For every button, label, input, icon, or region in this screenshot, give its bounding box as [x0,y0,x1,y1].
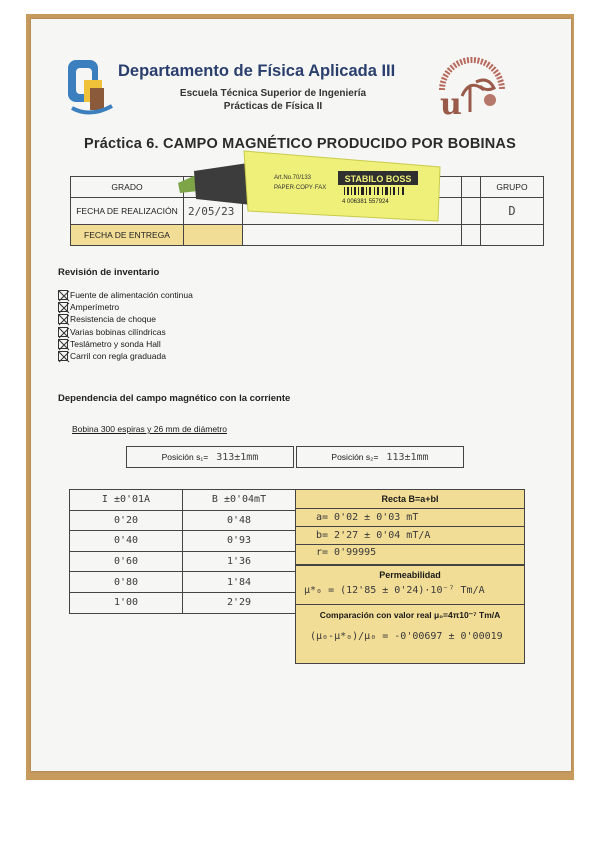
inventory-item: Teslámetro y sonda Hall [58,338,193,350]
grupo-label: GRUPO [481,177,544,198]
page-title: Práctica 6. CAMPO MAGNÉTICO PRODUCIDO POR BOBINAS [84,136,516,152]
checkbox-checked[interactable] [58,327,68,337]
recta-title: Recta B=a+bI [381,494,439,504]
fecha-realizacion-label: FECHA DE REALIZACIÓN [71,198,184,225]
inventory-item: Varias bobinas cilíndricas [58,326,193,338]
bobina-label: Bobina 300 espiras y 26 mm de diámetro [72,424,227,434]
department-name: Departamento de Física Aplicada III [118,62,396,80]
marker-barcode-number: 4 006381 557924 [342,199,389,205]
comparacion-value: (μ₀-μ*₀)/μ₀ = -0'00697 ± 0'00019 [310,631,503,642]
marker-art: Art.No.70/133 [274,175,312,181]
recta-box [295,489,525,565]
position-1-label: Posición s₁= [161,452,209,462]
highlighter-marker [178,145,443,225]
inventory-title: Revisión de inventario [58,267,160,278]
recta-r: r= 0'99995 [296,544,524,561]
permeabilidad-title: Permeabilidad [379,570,441,580]
checkbox-checked[interactable] [58,339,68,349]
grupo-value: D [481,198,544,225]
permeabilidad-box [295,565,525,605]
inventory-item: Carril con regla graduada [58,350,193,362]
table-row: 0'80 1'84 [70,572,296,593]
dependence-title: Dependencia del campo magnético con la corriente [58,393,291,404]
checkbox-checked[interactable] [58,290,68,300]
inventory-item: Fuente de alimentación continua [58,289,193,301]
table-row: 0'20 0'48 [70,510,296,531]
school-info [118,87,428,113]
grado-label: GRADO [71,177,184,198]
table-row: 0'60 1'36 [70,551,296,572]
position-1-value: 313±1mm [216,451,259,463]
checkbox-checked[interactable] [58,351,68,361]
permeabilidad-value: μ*₀ = (12'85 ± 0'24)·10⁻⁷ Tm/A [304,585,485,596]
header-field: B ±0'04mT [183,490,296,511]
university-seal-icon [432,56,512,120]
header-current: I ±0'01A [70,490,183,511]
table-row: 1'00 2'29 [70,592,296,613]
fecha-realizacion-value: 2/05/23 [184,198,243,225]
course-name: Prácticas de Física II [223,101,323,112]
checkbox-checked[interactable] [58,302,68,312]
recta-a: a= 0'02 ± 0'03 mT [296,508,524,526]
school-logo-icon [68,60,114,116]
inventory-item: Resistencia de choque [58,313,193,325]
fecha-entrega-label: FECHA DE ENTREGA [71,225,184,246]
checkbox-checked[interactable] [58,314,68,324]
inventory-list [58,289,193,362]
table-row: 0'40 0'93 [70,531,296,552]
marker-brand: STABILO BOSS [344,174,412,184]
position-2-box [296,446,464,468]
comparacion-title: Comparación con valor real μ₀=4π10⁻⁷ Tm/A [319,610,501,620]
inventory-item: Amperímetro [58,301,193,313]
marker-paper: PAPER·COPY·FAX [274,185,327,191]
measurement-table [69,489,296,614]
school-name: Escuela Técnica Superior de Ingeniería [179,88,367,99]
comparacion-box [295,604,525,664]
recta-b: b= 2'27 ± 0'04 mT/A [296,526,524,544]
position-2-value: 113±1mm [386,451,429,463]
fecha-entrega-value [184,225,243,246]
position-1-box [126,446,294,468]
svg-text:u: u [440,87,462,120]
position-2-label: Posición s₂= [331,452,379,462]
